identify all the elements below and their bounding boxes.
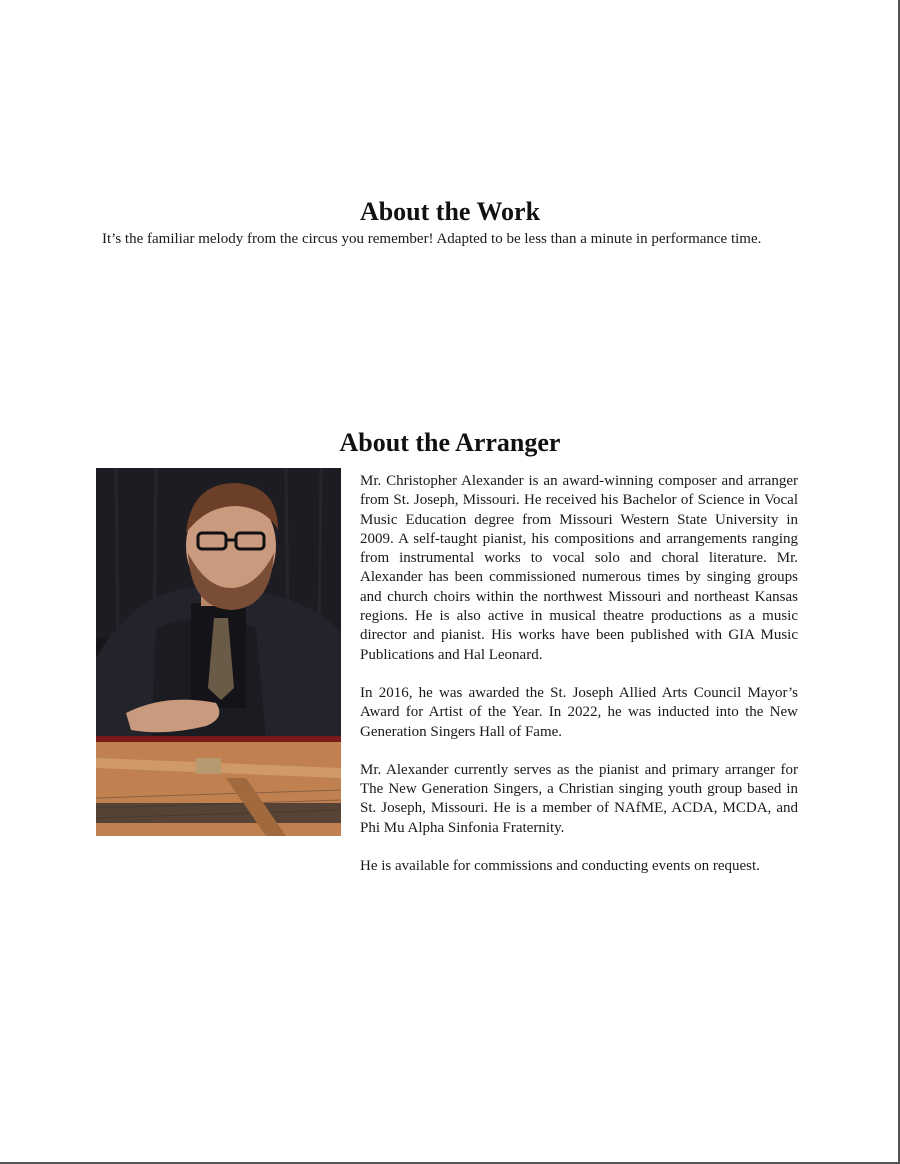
arranger-photo	[96, 468, 341, 836]
about-work-heading: About the Work	[359, 197, 541, 226]
arranger-portrait-icon	[96, 468, 341, 836]
bio-paragraph: Mr. Christopher Alexander is an award-winning composer and arranger from St. Joseph, Missouri. He received his Bachelor of Science in Vocal Music Education degree from Missouri Western State University in 2009. A self-taught pianist, his compositions and arrangements ranging from instrumental works to vocal solo and choral literature. Mr. Alexander has been commissioned numerous times by singing groups and church choirs within the northwest Missouri and northeast Kansas regions. He is also active in musical theatre productions as a music director and pianist. His works have been published with GIA Music Publications and Hal Leonard.	[360, 473, 798, 663]
about-arranger-heading: About the Arranger	[339, 428, 561, 457]
bio-paragraph: Mr. Alexander currently serves as the pianist and primary arranger for The New Generation Singers, a Christian singing youth group based in St. Joseph, Missouri. He is a member of NAfME, ACDA, MCDA, and Phi Mu Alpha Sinfonia Fraternity.	[360, 761, 798, 836]
bio-paragraph: In 2016, he was awarded the St. Joseph Allied Arts Council Mayor’s Award for Artist of the Year. In 2022, he was inducted into the New Generation Singers Hall of Fame.	[360, 684, 798, 740]
arranger-bio	[360, 472, 798, 895]
about-work-text: It’s the familiar melody from the circus you remember! Adapted to be less than a minute in performance time.	[102, 231, 762, 247]
bio-paragraph: He is available for commissions and conducting events on request.	[360, 858, 760, 875]
